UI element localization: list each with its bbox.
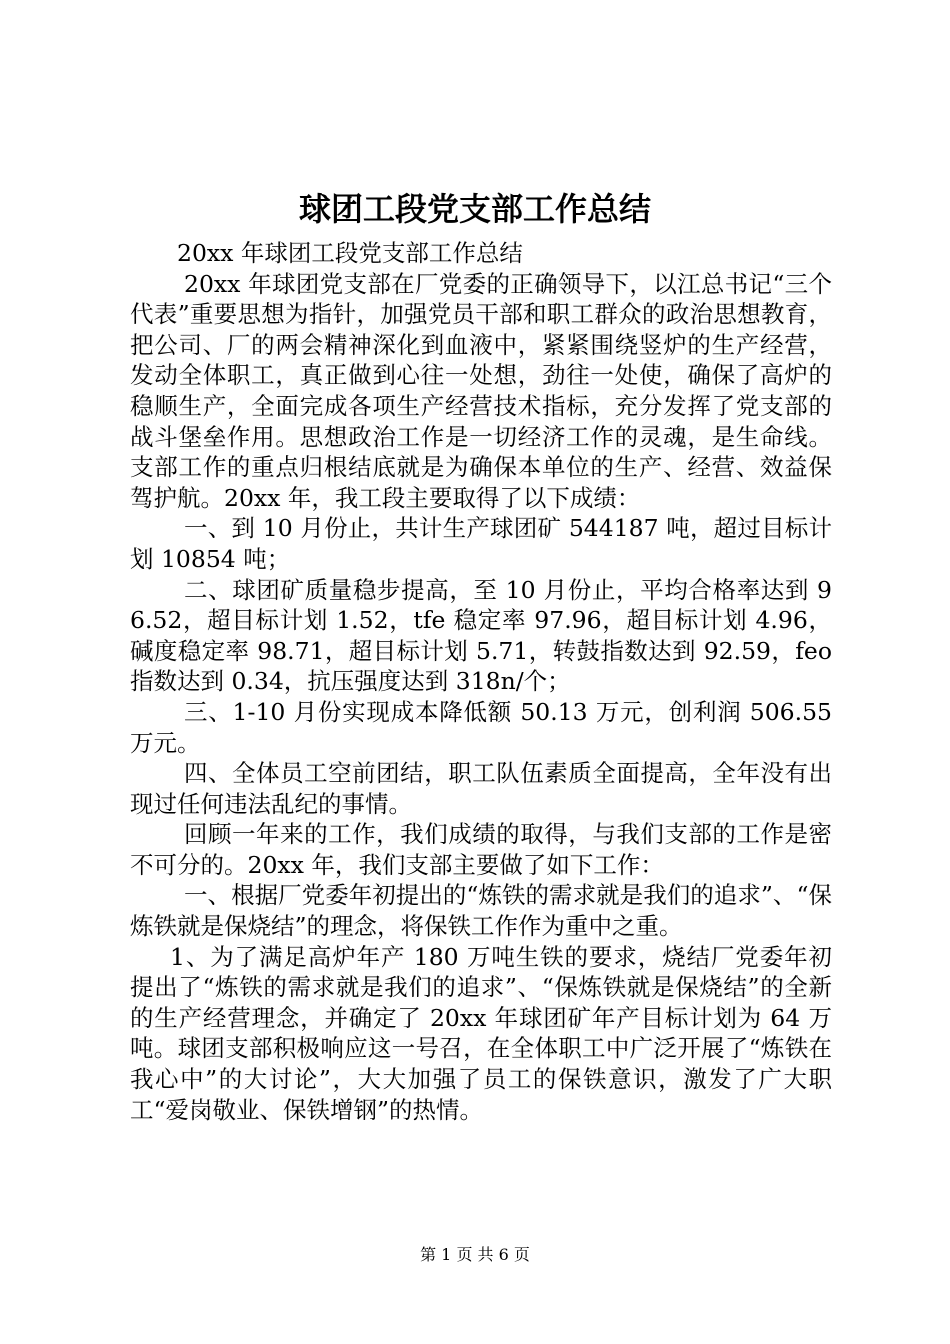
- paragraph-achievement-2: 二、球团矿质量稳步提高，至 10 月份止，平均合格率达到 96.52，超目标计划 1.52，tfe 稳定率 97.96，超目标计划 4.96，碱度稳定率 98.71，超目标计划 5.71，转鼓指数达到 92.59，feo 指数达到 0.34，抗压强度达到 318n/个；: [130, 575, 832, 696]
- paragraph-subtitle: 20xx 年球团工段党支部工作总结: [177, 239, 523, 267]
- paragraph-work-1-1: 1、为了满足高炉年产 180 万吨生铁的要求，烧结厂党委年初提出了“炼铁的需求就是我们的追求”、“保炼铁就是保烧结”的全新的生产经营理念，并确定了 20xx 年球团矿年产目标计划为 64 万吨。球团支部积极响应这一号召，在全体职工中广泛开展了“炼铁在我心中”的大讨论”，大大加强了员工的保铁意识，激发了广大职工“爱岗敬业、保铁增钢”的热情。: [130, 942, 832, 1124]
- paragraph-review: 回顾一年来的工作，我们成绩的取得，与我们支部的工作是密不可分的。20xx 年，我们支部主要做了如下工作：: [130, 820, 832, 879]
- paragraph-work-1: 一、根据厂党委年初提出的“炼铁的需求就是我们的追求”、“保炼铁就是保烧结”的理念，将保铁工作作为重中之重。: [130, 881, 832, 941]
- paragraph-achievement-3: 三、1-10 月份实现成本降低额 50.13 万元，创利润 506.55 万元。: [130, 697, 832, 757]
- page-indicator: 第 1 页 共 6 页: [420, 1245, 530, 1264]
- document-title: 球团工段党支部工作总结: [298, 190, 651, 228]
- document-body: [130, 238, 832, 1125]
- paragraph-intro: 20xx 年球团党支部在厂党委的正确领导下，以江总书记“三个代表”重要思想为指针，加强党员干部和职工群众的政治思想教育，把公司、厂的两会精神深化到血液中，紧紧围绕竖炉的生产经营，发动全体职工，真正做到心往一处想，劲往一处使，确保了高炉的稳顺生产，全面完成各项生产经营技术指标，充分发挥了党支部的战斗堡垒作用。思想政治工作是一切经济工作的灵魂，是生命线。支部工作的重点归根结底就是为确保本单位的生产、经营、效益保驾护航。20xx 年，我工段主要取得了以下成绩：: [130, 269, 832, 512]
- paragraph-achievement-1: 一、到 10 月份止，共计生产球团矿 544187 吨，超过目标计划 10854 吨；: [130, 514, 832, 573]
- paragraph-achievement-4: 四、全体员工空前团结，职工队伍素质全面提高，全年没有出现过任何违法乱纪的事情。: [130, 759, 832, 818]
